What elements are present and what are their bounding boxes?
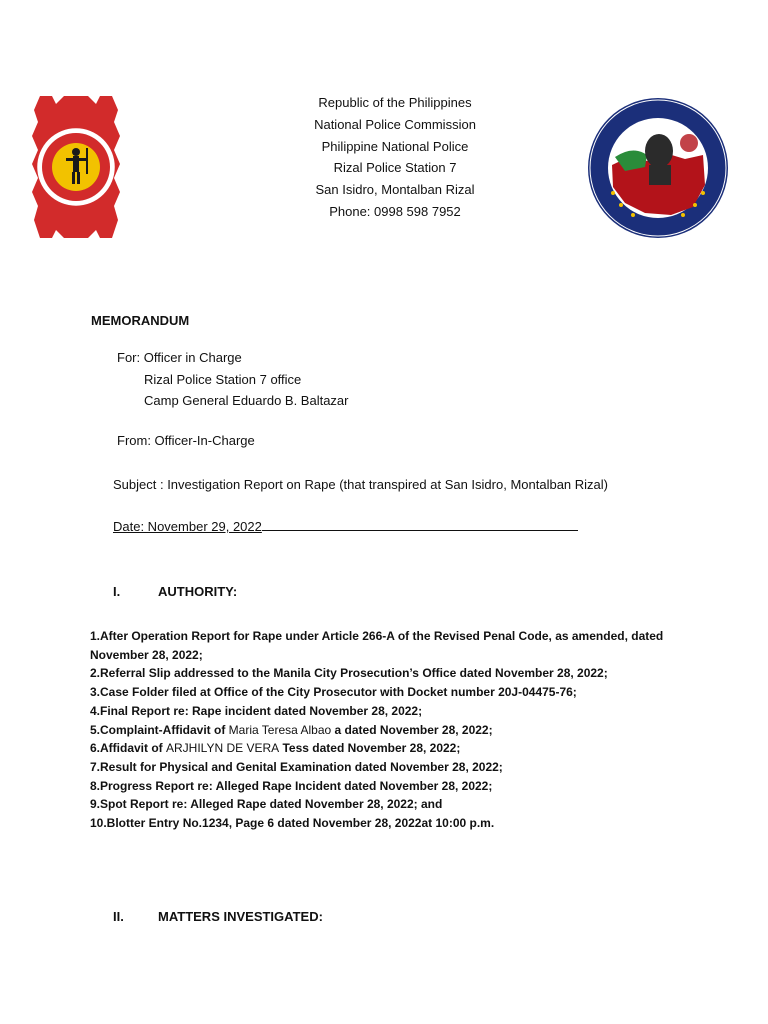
- section-number: I.: [113, 584, 121, 599]
- date-underline: [262, 529, 578, 531]
- header-line-station: Rizal Police Station 7: [333, 160, 457, 176]
- list-item: 1.After Operation Report for Rape under Article 266-A of the Revised Penal Code, as amended, dated: [90, 629, 664, 643]
- list-item: 9.Spot Report re: Alleged Rape dated November 28, 2022; and: [90, 797, 443, 812]
- memo-subject: Subject : Investigation Report on Rape (that transpired at San Isidro, Montalban Rizal): [113, 477, 608, 492]
- header-line-country: Republic of the Philippines: [318, 95, 472, 110]
- rizal-ppo-seal: [585, 95, 731, 241]
- for-line: Camp General Eduardo B. Baltazar: [144, 393, 349, 409]
- section-matters-heading: [113, 909, 323, 924]
- pnp-logo: [30, 92, 122, 242]
- complainant-name: Maria Teresa Albao: [228, 722, 332, 737]
- header-line-address: San Isidro, Montalban Rizal: [315, 182, 475, 198]
- list-item: [90, 739, 690, 758]
- memo-recipient: [117, 347, 349, 412]
- section-title: MATTERS INVESTIGATED:: [158, 909, 323, 924]
- header-line-phone: Phone: 0998 598 7952: [329, 203, 461, 219]
- list-item: [90, 721, 690, 740]
- authority-list: [90, 627, 690, 833]
- list-item-text: 5.Complaint-Affidavit of: [90, 722, 229, 737]
- section-number: II.: [113, 909, 124, 924]
- list-item: November 28, 2022;: [90, 647, 203, 662]
- memo-from: From: Officer-In-Charge: [117, 433, 255, 448]
- header-line-agency: Philippine National Police: [321, 138, 469, 154]
- list-item: 4.Final Report re: Rape incident dated November 28, 2022;: [90, 703, 423, 718]
- list-item-text: a dated November 28, 2022;: [331, 722, 493, 737]
- list-item: 3.Case Folder filed at Office of the City Prosecutor with Docket number 20J-04475-76;: [90, 685, 577, 700]
- list-item: 2.Referral Slip addressed to the Manila City Prosecution’s Office dated November 28, 2022;: [90, 666, 608, 681]
- list-item: 10.Blotter Entry No.1234, Page 6 dated November 28, 2022at 10:00 p.m.: [90, 816, 495, 831]
- list-item: 7.Result for Physical and Genital Examination dated November 28, 2022;: [90, 759, 503, 774]
- for-line: Rizal Police Station 7 office: [144, 371, 302, 387]
- list-item-text: 6.Affidavit of: [90, 741, 167, 756]
- memo-date: [113, 519, 578, 534]
- list-item: 8.Progress Report re: Alleged Rape Incident dated November 28, 2022;: [90, 778, 493, 793]
- header-line-commission: National Police Commission: [314, 116, 476, 132]
- affiant-name: ARJHILYN DE VERA: [166, 741, 280, 756]
- section-authority-heading: [113, 584, 237, 599]
- for-line: For: Officer in Charge: [117, 350, 242, 365]
- section-title: AUTHORITY:: [158, 584, 238, 599]
- letterhead: [230, 92, 560, 223]
- memo-title: MEMORANDUM: [91, 313, 190, 328]
- list-item-text: Tess dated November 28, 2022;: [279, 741, 461, 756]
- memo-date-text: Date: November 29, 2022: [113, 519, 262, 534]
